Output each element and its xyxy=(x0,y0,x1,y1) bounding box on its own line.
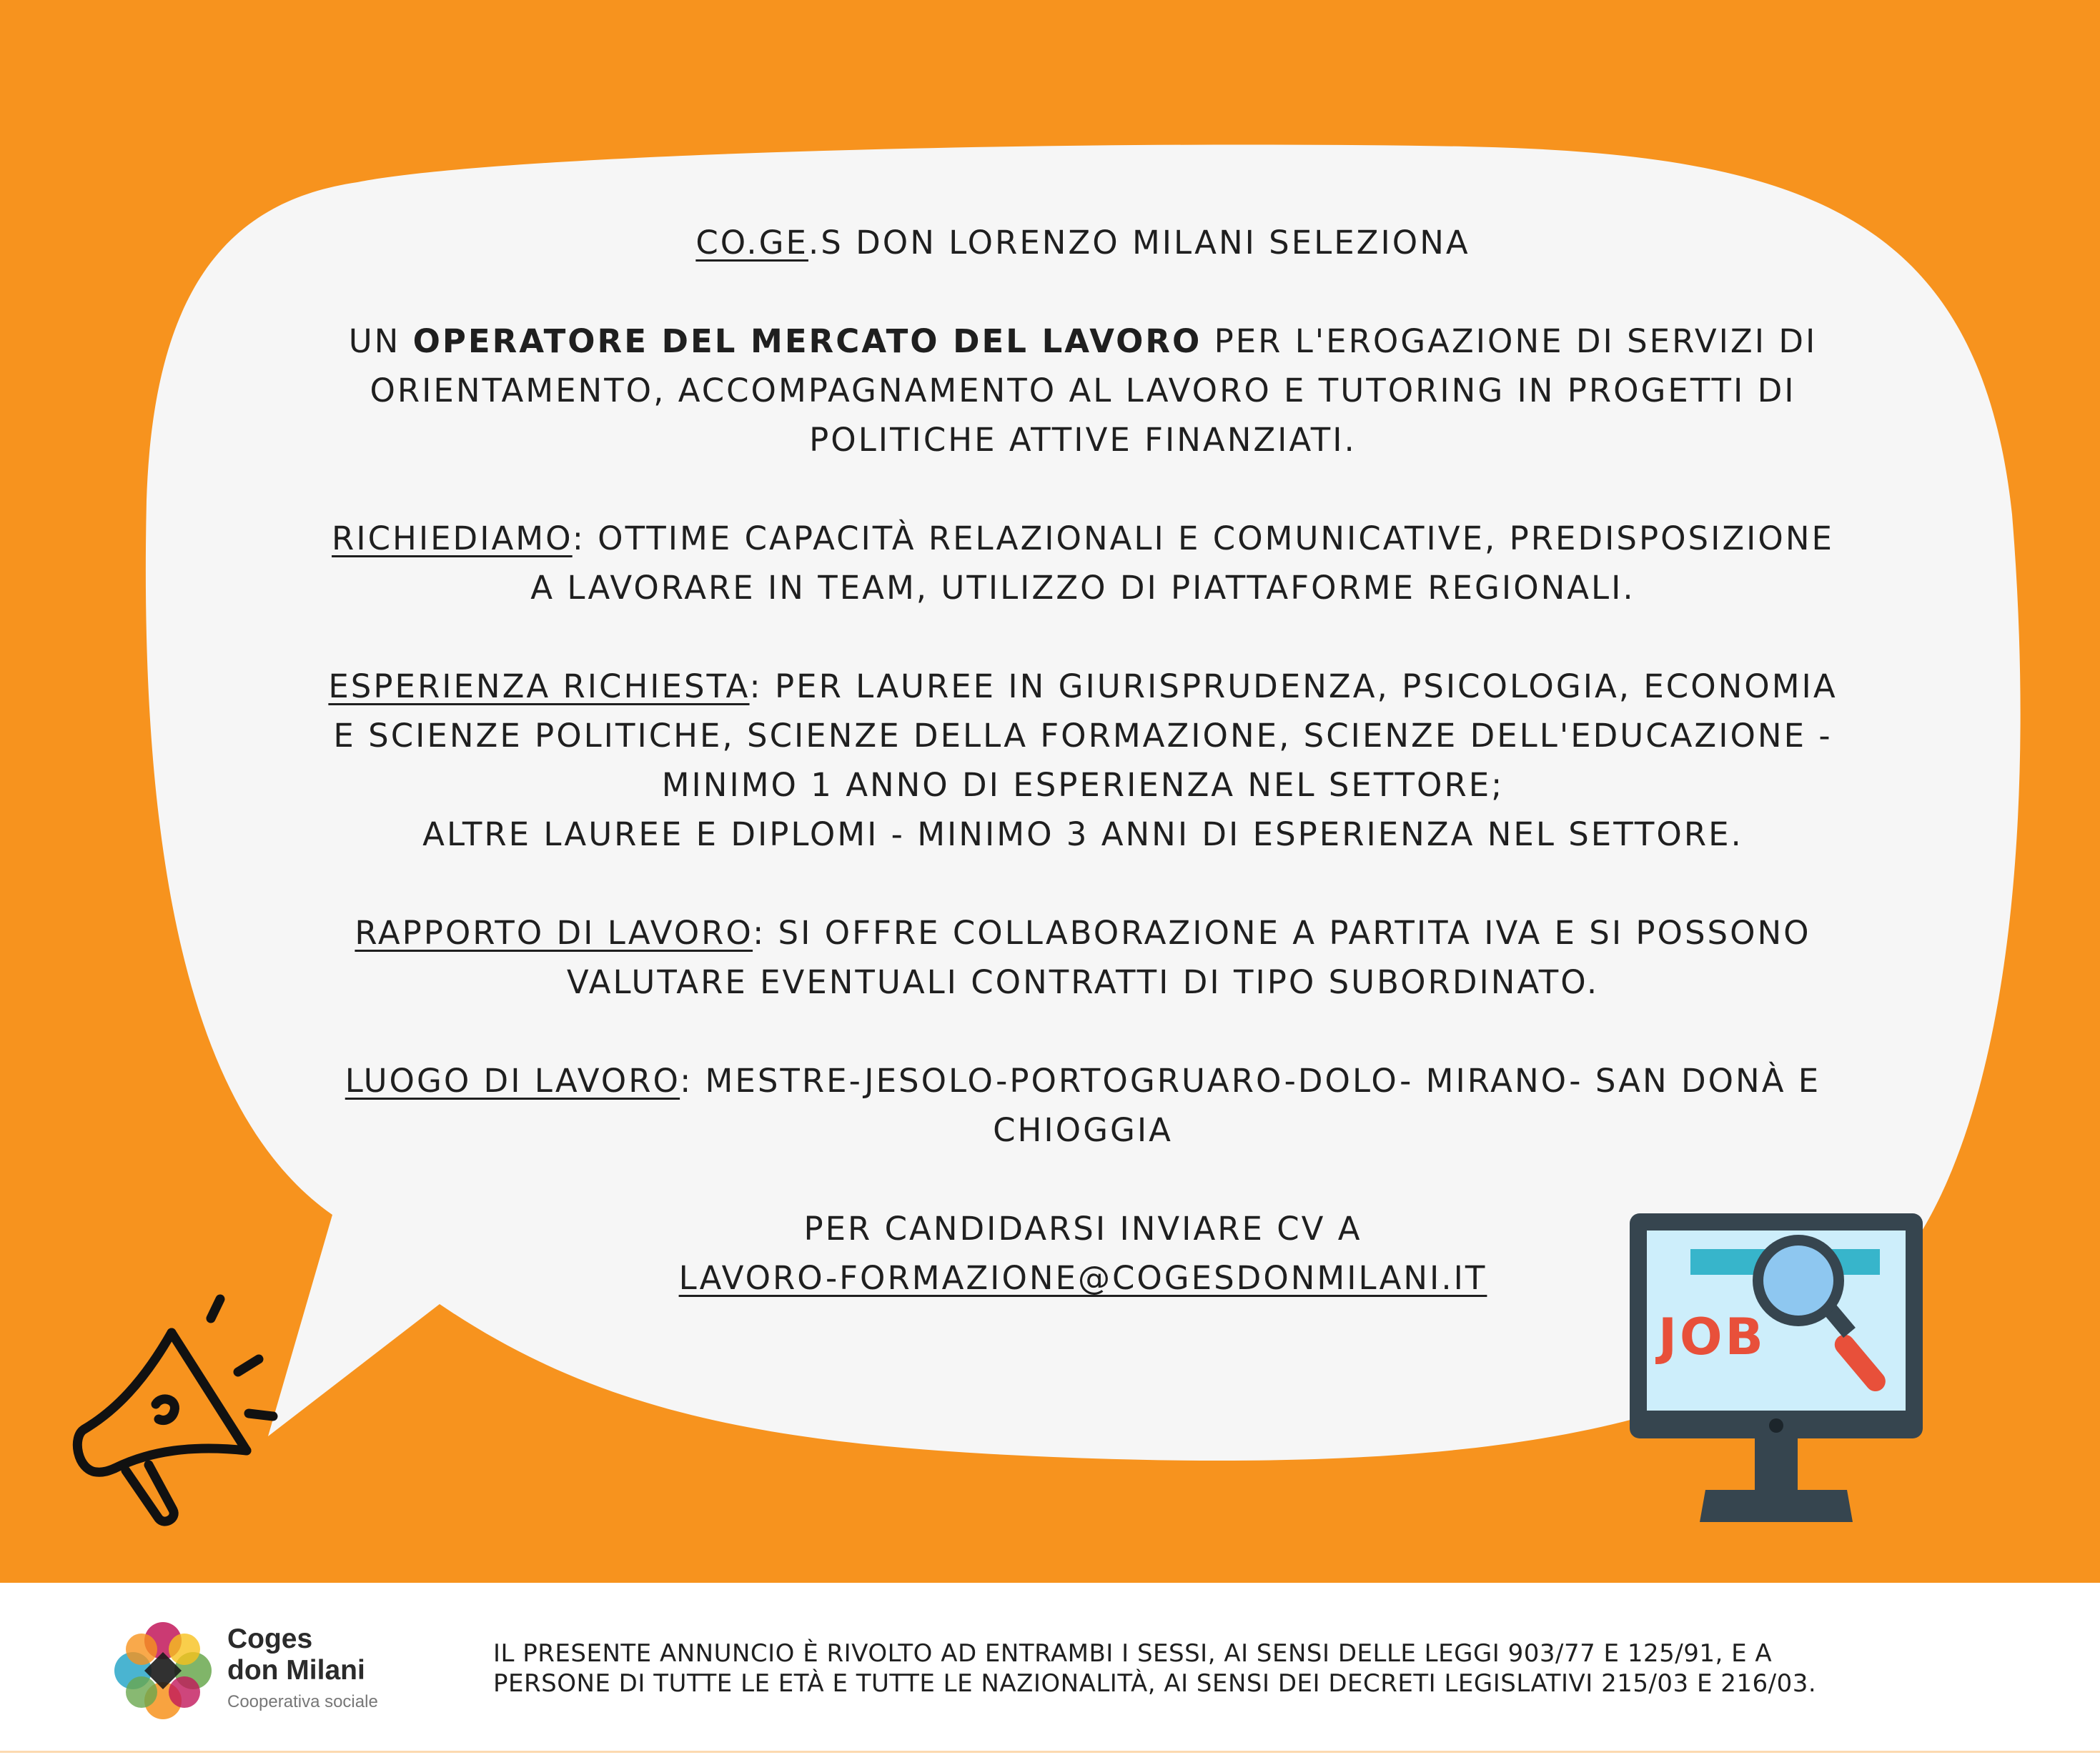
contract-label: RAPPORTO DI LAVORO xyxy=(355,914,753,952)
disclaimer-line-2: PERSONE DI TUTTE LE ETÀ E TUTTE LE NAZIONALITÀ, AI SENSI DEI DECRETI LEGISLATIVI 215/03 E 216/03. xyxy=(493,1669,1817,1698)
role-line-3: POLITICHE ATTIVE FINANZIATI. xyxy=(809,421,1357,459)
experience-line-4: ALTRE LAUREE E DIPLOMI - MINIMO 3 ANNI DI ESPERIENZA NEL SETTORE. xyxy=(422,815,1743,853)
requirements-line-2: A LAVORARE IN TEAM, UTILIZZO DI PIATTAFORME REGIONALI. xyxy=(530,569,1635,607)
role-line-2: ORIENTAMENTO, ACCOMPAGNAMENTO AL LAVORO E TUTORING IN PROGETTI DI xyxy=(370,372,1796,409)
legal-disclaimer xyxy=(493,1639,2066,1699)
announcement-text xyxy=(272,218,1894,1303)
logo-subtitle: Cooperativa sociale xyxy=(227,1692,378,1711)
header-line: CO.GE.S DON LORENZO MILANI SELEZIONA xyxy=(695,224,1470,262)
apply-email-link[interactable]: LAVORO-FORMAZIONE@COGESDONMILANI.IT xyxy=(678,1259,1487,1297)
location-line-2: CHIOGGIA xyxy=(993,1111,1173,1149)
megaphone-icon xyxy=(64,1258,322,1529)
job-label: JOB xyxy=(1658,1308,1766,1366)
coges-logo-text xyxy=(227,1624,378,1715)
role-line-1: UN OPERATORE DEL MERCATO DEL LAVORO PER L'EROGAZIONE DI SERVIZI DI xyxy=(348,322,1818,360)
location-line-1: LUOGO DI LAVORO: MESTRE-JESOLO-PORTOGRUARO-DOLO- MIRANO- SAN DONÀ E xyxy=(345,1062,1821,1100)
coges-logo-mark xyxy=(113,1621,213,1721)
experience-line-2: E SCIENZE POLITICHE, SCIENZE DELLA FORMAZIONE, SCIENZE DELL'EDUCAZIONE - xyxy=(333,717,1833,755)
location-label: LUOGO DI LAVORO xyxy=(345,1062,680,1100)
role-title: OPERATORE DEL MERCATO DEL LAVORO xyxy=(412,322,1202,360)
contract-line-2: VALUTARE EVENTUALI CONTRATTI DI TIPO SUBORDINATO. xyxy=(566,963,1600,1001)
requirements-line-1: RICHIEDIAMO: OTTIME CAPACITÀ RELAZIONALI E COMUNICATIVE, PREDISPOSIZIONE xyxy=(332,519,1834,557)
contract-line-1: RAPPORTO DI LAVORO: SI OFFRE COLLABORAZIONE A PARTITA IVA E SI POSSONO xyxy=(355,914,1811,952)
experience-line-3: MINIMO 1 ANNO DI ESPERIENZA NEL SETTORE; xyxy=(661,766,1505,804)
experience-line-1: ESPERIENZA RICHIESTA: PER LAUREE IN GIURISPRUDENZA, PSICOLOGIA, ECONOMIA xyxy=(328,667,1838,705)
coge-abbrev: CO.GE xyxy=(695,224,808,262)
experience-label: ESPERIENZA RICHIESTA xyxy=(328,667,750,705)
logo-name-line-1: Coges xyxy=(227,1624,313,1654)
apply-line: PER CANDIDARSI INVIARE CV A xyxy=(803,1210,1362,1248)
requirements-label: RICHIEDIAMO xyxy=(332,519,573,557)
disclaimer-line-1: IL PRESENTE ANNUNCIO È RIVOLTO AD ENTRAMBI I SESSI, AI SENSI DELLE LEGGI 903/77 E 125/91, E A xyxy=(493,1639,1773,1668)
logo-name-line-2: don Milani xyxy=(227,1655,365,1686)
footer-divider xyxy=(0,1751,2100,1753)
job-search-monitor-icon xyxy=(1623,1208,1930,1529)
